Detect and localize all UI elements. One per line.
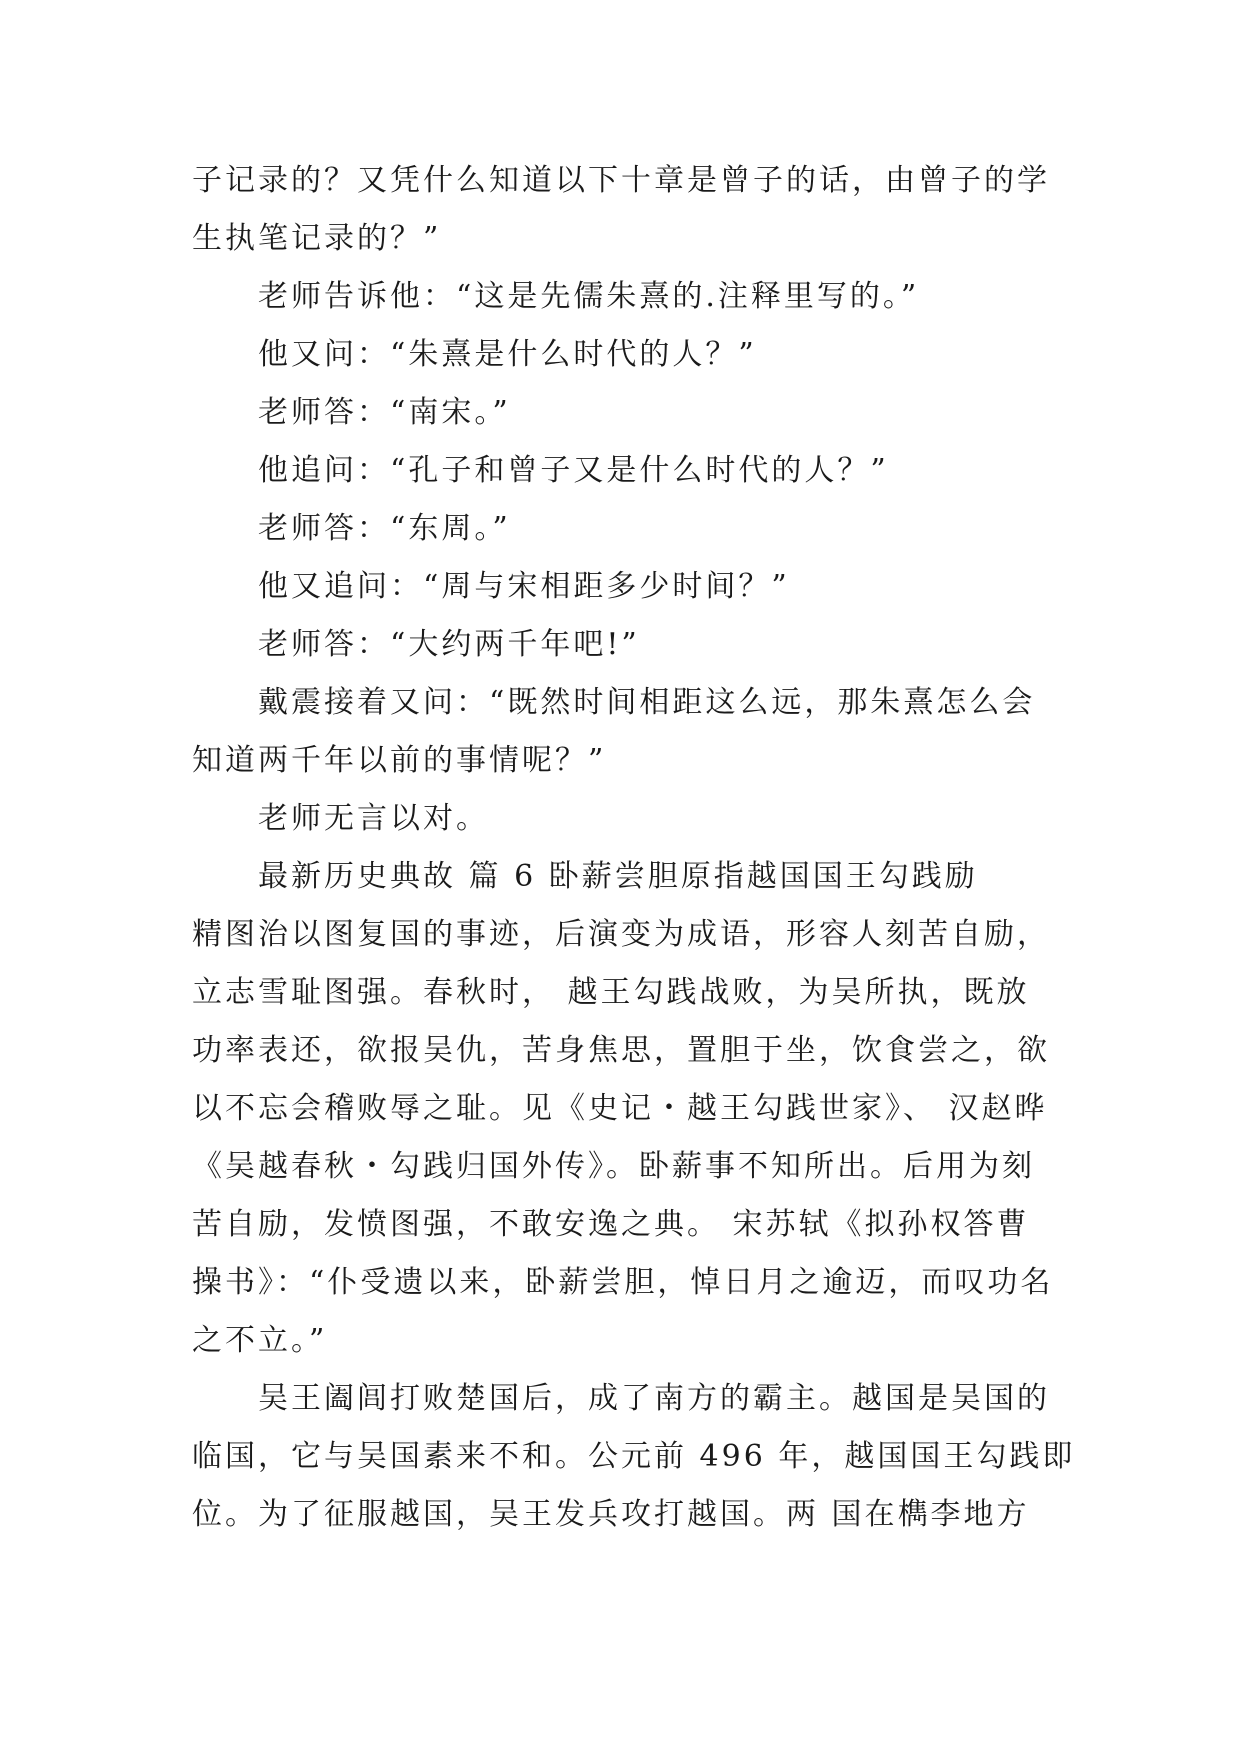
text-line: 老师告诉他：“这是先儒朱熹的.注释里写的。” (258, 279, 920, 314)
text-line: 精图治以图复国的事迹，后演变为成语，形容人刻苦自励， (192, 917, 1050, 952)
text-line: 戴震接着又问：“既然时间相距这么远，那朱熹怎么会 (258, 685, 1036, 720)
text-line: 老师答：“南宋。” (258, 395, 511, 430)
text-line: 老师答：“大约两千年吧!” (258, 627, 640, 662)
document-body (192, 152, 1076, 1544)
text-line: 之不立。” (192, 1323, 328, 1358)
text-line: 子记录的？又凭什么知道以下十章是曾子的话，由曾子的学 (192, 163, 1050, 198)
text-line: 知道两千年以前的事情呢？” (192, 743, 607, 778)
text-line: 他又问：“朱熹是什么时代的人？” (258, 337, 757, 372)
text-line: 苦自励，发愤图强，不敢安逸之典。 宋苏轼《拟孙权答曹 (192, 1207, 1030, 1242)
text-line: 以不忘会稽败辱之耻。见《史记・越王勾践世家》、 汉赵晔 (192, 1091, 1048, 1126)
text-line: 立志雪耻图强。春秋时， 越王勾践战败，为吴所执，既放 (192, 975, 1030, 1010)
text-line: 《吴越春秋・勾践归国外传》。卧薪事不知所出。后用为刻 (192, 1149, 1035, 1184)
text-line: 他又追问：“周与宋相距多少时间？” (258, 569, 790, 604)
text-line: 最新历史典故 篇 6 卧薪尝胆原指越国国王勾践励 (258, 859, 978, 894)
text-line: 老师答：“东周。” (258, 511, 511, 546)
text-line: 操书》：“仆受遗以来，卧薪尝胆，悼日月之逾迈，而叹功名 (192, 1265, 1054, 1300)
text-line: 生执笔记录的？” (192, 221, 442, 256)
text-line: 吴王阖闾打败楚国后，成了南方的霸主。越国是吴国的 (258, 1381, 1050, 1416)
text-line: 临国，它与吴国素来不和。公元前 496 年，越国国王勾践即 (192, 1439, 1076, 1474)
text-line: 功率表还，欲报吴仇，苦身焦思，置胆于坐，饮食尝之，欲 (192, 1033, 1050, 1068)
text-line: 他追问：“孔子和曾子又是什么时代的人？” (258, 453, 889, 488)
text-line: 位。为了征服越国，吴王发兵攻打越国。两 国在檇李地方 (192, 1497, 1030, 1532)
text-line: 老师无言以对。 (258, 801, 489, 836)
